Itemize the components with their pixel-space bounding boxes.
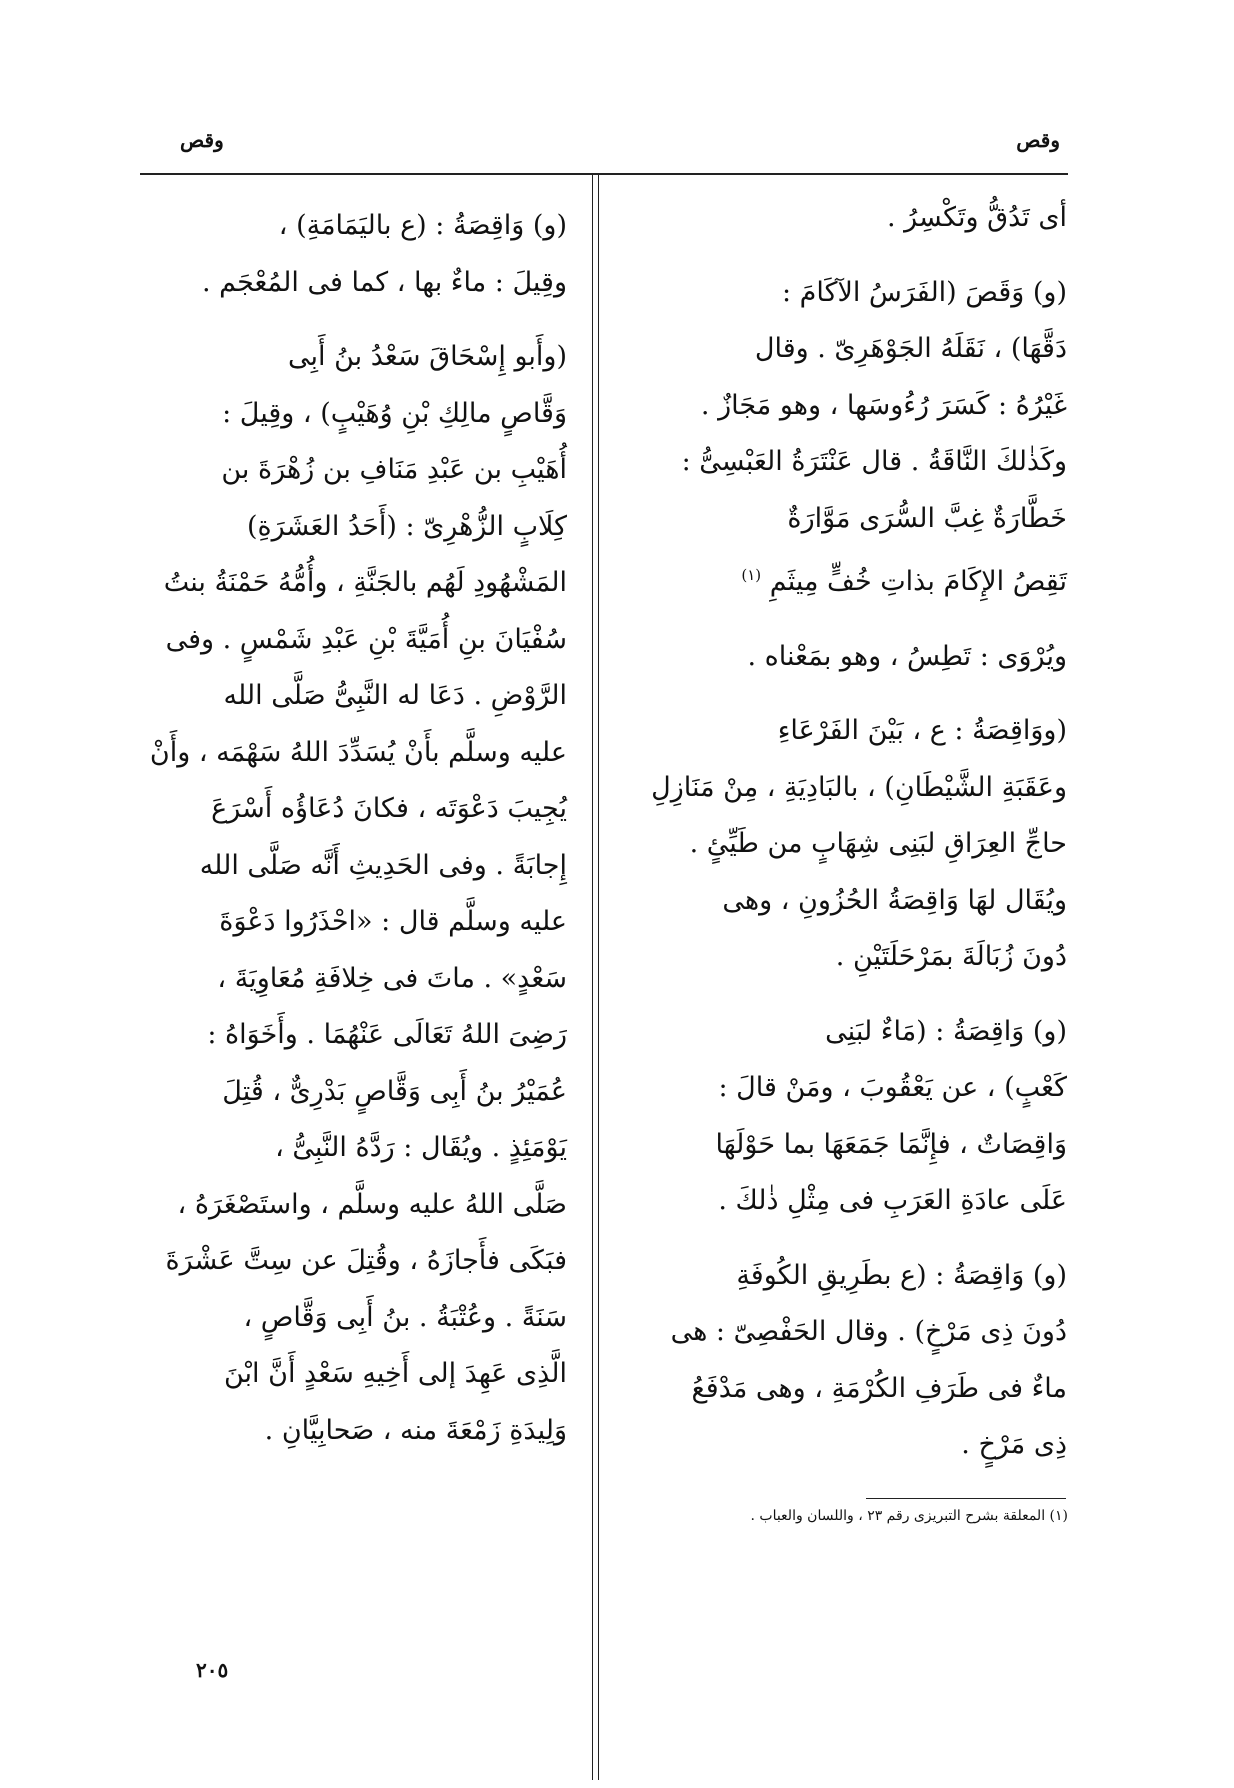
text-line: أى تَدُقُّ وتَكْسِرُ . [886, 202, 1067, 233]
right-column [615, 190, 1067, 1474]
text-line: وَاقِصَاتٌ ، فإِنَّمَا جَمَعَهَا بما حَوْلَهَا [715, 1128, 1067, 1160]
text-line: يُجِيبَ دَعْوَتَه ، فكانَ دُعَاؤُه أَسْرَعَ [211, 793, 567, 824]
text-line: سَنَةً . وعُتْبَةُ . بنُ أَبِى وَقَّاصٍ ، [243, 1301, 567, 1333]
text-line: ماءٌ فى طَرَفِ الكُرْمَةِ ، وهى مَدْفَعُ [691, 1372, 1067, 1404]
verse-line [615, 547, 1067, 611]
text-line: رَضِىَ اللهُ تَعَالَى عَنْهُمَا . وأَخَوَاهُ : [207, 1019, 567, 1050]
text-line: دُونَ ذِى مَرْخٍ) . وقال الحَفْصِىّ : هى [670, 1316, 1067, 1347]
text-line: (و) وَاقِصَةُ : (مَاءٌ لبَنِى [825, 1015, 1067, 1047]
text-line: صَلَّى اللهُ عليه وسلَّم ، واستَصْغَرَهُ ، [177, 1188, 567, 1220]
poetry-verse [615, 491, 1067, 611]
verse-text: تَقِصُ الإِكَامَ بذاتِ خُفٍّ مِيثَمِ [769, 566, 1067, 597]
text-line: وقِيلَ : ماءٌ بها ، كما فى المُعْجَم . [201, 266, 567, 298]
text-line: كِلَابٍ الزُّهْرِىّ : (أَحَدُ العَشَرَةِ) [246, 510, 567, 542]
entry-paragraph [615, 703, 1067, 986]
text-line: عليه وسلَّم بأَنْ يُسَدِّدَ اللهُ سَهْمَه ، وأَنْ [149, 736, 567, 768]
running-head-left: وقص [180, 128, 224, 152]
text-line: إِجابَةً . وفى الحَدِيثِ أَنَّه صَلَّى الله [199, 849, 567, 881]
verse-line: خَطَّارَةٌ غِبَّ السُّرَى مَوَّارَةٌ [787, 502, 1067, 534]
text-line: عُمَيْرُ بنُ أَبِى وَقَّاصٍ بَدْرِىٌّ ، قُتِلَ [222, 1075, 567, 1107]
text-line: وَقَّاصٍ مالِكِ بْنِ وُهَيْبٍ) ، وقِيلَ : [222, 397, 567, 429]
entry-paragraph [615, 1004, 1067, 1230]
text-line: الرَّوْضِ . دَعَا له النَّبِىُّ صَلَّى الله [223, 680, 567, 711]
text-line: الَّذِى عَهِدَ إلى أَخِيهِ سَعْدٍ أَنَّ ابْنَ [223, 1358, 567, 1389]
text-line: يَوْمَئِذٍ . ويُقَال : رَدَّهُ النَّبِىُّ ، [275, 1132, 567, 1163]
footnote: (١) المعلقة بشرح التبريزى رقم ٢٣ ، واللسان والعباب . [750, 1508, 1068, 1524]
left-column [142, 198, 567, 1459]
text-line: غَيْرُهُ : كَسَرَ رُءُوسَها ، وهو مَجَازٌ . [700, 389, 1067, 421]
text-line: أُهَيْبِ بن عَبْدِ مَنَافِ بن زُهْرَةَ بن [221, 454, 567, 485]
entry-paragraph [615, 629, 1067, 686]
footnote-rule [866, 1498, 1066, 1499]
running-head-right: وقص [1016, 128, 1060, 152]
entry-paragraph [615, 190, 1067, 247]
header-rule [140, 173, 1068, 175]
entry-paragraph [142, 329, 567, 1459]
text-line: المَشْهُودِ لَهُم بالجَنَّةِ ، وأُمُّهُ حَمْنَةُ بنتُ [163, 567, 567, 598]
text-line: سُفْيَانَ بنِ أُمَيَّةَ بْنِ عَبْدِ شَمْسٍ . وفى [165, 623, 567, 655]
text-line: كَعْبٍ) ، عن يَعْقُوبَ ، ومَنْ قالَ : [718, 1072, 1067, 1103]
text-line: سَعْدٍ» . ماتَ فى خِلافَةِ مُعَاوِيَةَ ، [217, 962, 567, 994]
text-line: (و) وَاقِصَةُ : (ع بطَرِيقِ الكُوفَةِ [736, 1259, 1067, 1291]
entry-paragraph [615, 265, 1067, 491]
text-line: عليه وسلَّم قال : «احْذَرُوا دَعْوَةَ [219, 906, 567, 937]
text-line: دُونَ زُبَالَةَ بمَرْحَلَتَيْنِ . [835, 941, 1067, 972]
text-line: ويُرْوَى : تَطِسُ ، وهو بمَعْناه . [747, 640, 1067, 672]
text-line: (وأَبو إِسْحَاقَ سَعْدُ بنُ أَبِى [287, 341, 567, 372]
text-line: وعَقَبَةِ الشَّيْطَانِ) ، بالبَادِيَةِ ، مِنْ مَنَازِلِ [651, 771, 1067, 803]
text-line: حاجِّ العِرَاقِ لبَنِى شِهَابٍ من طَيِّئٍ . [689, 828, 1067, 859]
footnote-marker: (١) [741, 566, 762, 584]
text-line: (و) وَقَصَ (الفَرَسُ الآكَامَ : [781, 276, 1067, 308]
text-line: فبَكَى فأَجازَهُ ، وقُتِلَ عن سِتَّ عَشْرَةَ [165, 1245, 567, 1276]
text-line: وَلِيدَةِ زَمْعَةَ منه ، صَحابِيَّانِ . [264, 1414, 567, 1446]
text-line: (ووَاقِصَةُ : ع ، بَيْنَ الفَرْعَاءِ [777, 715, 1067, 746]
text-line: عَلَى عادَةِ العَرَبِ فى مِثْلِ ذٰلكَ . [718, 1185, 1067, 1216]
text-line: وكَذٰلكَ النَّاقَةُ . قال عَنْتَرَةُ العَبْسِىُّ : [681, 446, 1067, 477]
text-line: ذِى مَرْخٍ . [961, 1429, 1067, 1460]
text-line: (و) وَاقِصَةُ : (ع باليَمَامَةِ) ، [278, 210, 567, 241]
text-line: دَقَّهَا) ، نَقَلَهُ الجَوْهَرِىّ . وقال [754, 333, 1067, 364]
entry-paragraph [142, 198, 567, 311]
text-line: ويُقَال لهَا وَاقِصَةُ الحُزُونِ ، وهى [722, 884, 1067, 916]
page-number: ٢٠٥ [196, 1658, 229, 1682]
entry-paragraph [615, 1248, 1067, 1474]
